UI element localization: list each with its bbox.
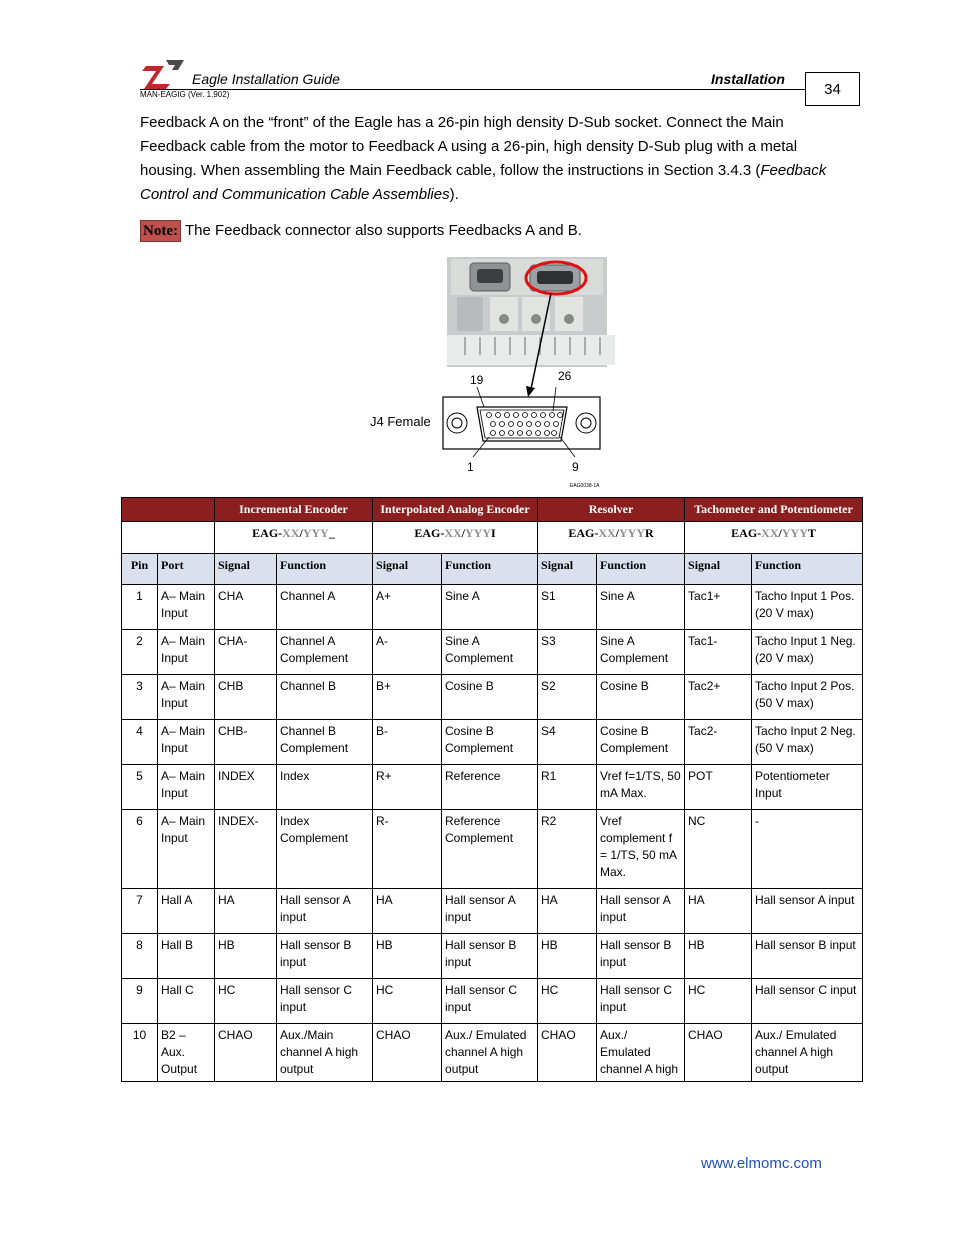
note	[140, 219, 582, 243]
table-cell: Cosine B	[597, 675, 685, 720]
header-rule	[140, 89, 805, 90]
table-cell: Hall sensor B input	[597, 934, 685, 979]
table-cell: 5	[122, 765, 158, 810]
table-cell: CHB	[215, 675, 277, 720]
table-cell: A+	[373, 585, 442, 630]
table-cell: CHAO	[373, 1024, 442, 1082]
table-row	[122, 979, 863, 1024]
table-cell: Cosine B Complement	[597, 720, 685, 765]
table-cell: Hall sensor A input	[442, 889, 538, 934]
pin-label-9: 9	[572, 460, 579, 474]
table-cell: Vref complement f = 1/TS, 50 mA Max.	[597, 810, 685, 889]
intro-paragraph	[140, 111, 840, 207]
table-cell: Aux./ Emulated channel A high output	[442, 1024, 538, 1082]
table-cell: Hall sensor B input	[442, 934, 538, 979]
model-empty	[122, 522, 215, 554]
table-cell: 6	[122, 810, 158, 889]
table-row	[122, 810, 863, 889]
column-header: Function	[442, 554, 538, 585]
table-cell: Hall B	[158, 934, 215, 979]
table-cell: Tacho Input 1 Pos. (20 V max)	[752, 585, 863, 630]
table-cell: CHAO	[685, 1024, 752, 1082]
connector-label: J4 Female	[370, 414, 431, 429]
table-cell: NC	[685, 810, 752, 889]
table-cell: R1	[538, 765, 597, 810]
table-cell: R+	[373, 765, 442, 810]
table-cell: CHAO	[538, 1024, 597, 1082]
footer-link[interactable]: www.elmomc.com	[701, 1155, 822, 1172]
model-code: EAG-XX/YYY_	[215, 522, 373, 554]
table-cell: CHA	[215, 585, 277, 630]
table-cell: S4	[538, 720, 597, 765]
table-row	[122, 934, 863, 979]
table-row	[122, 889, 863, 934]
table-cell: HB	[215, 934, 277, 979]
pin-label-26: 26	[558, 369, 572, 383]
table-cell: POT	[685, 765, 752, 810]
model-code: EAG-XX/YYYI	[373, 522, 538, 554]
table-row	[122, 630, 863, 675]
table-cell: HA	[373, 889, 442, 934]
table-cell: 9	[122, 979, 158, 1024]
table-cell: -	[752, 810, 863, 889]
group-header: Tachometer and Potentiometer	[685, 498, 863, 522]
column-header: Signal	[538, 554, 597, 585]
table-cell: Tacho Input 2 Neg. (50 V max)	[752, 720, 863, 765]
table-cell: Cosine B Complement	[442, 720, 538, 765]
dsub-connector-drawing	[443, 387, 600, 457]
table-cell: Aux./ Emulated channel A high output	[752, 1024, 863, 1082]
table-cell: Sine A	[597, 585, 685, 630]
table-cell: Tac1-	[685, 630, 752, 675]
table-row	[122, 765, 863, 810]
column-header: Pin	[122, 554, 158, 585]
table-cell: Sine A Complement	[597, 630, 685, 675]
section-reference: Feedback Control and Communication Cable Assemblies	[140, 162, 827, 203]
table-cell: 1	[122, 585, 158, 630]
table-cell: Reference Complement	[442, 810, 538, 889]
note-label: Note:	[140, 220, 181, 242]
group-header: Interpolated Analog Encoder	[373, 498, 538, 522]
table-cell: S1	[538, 585, 597, 630]
table-cell: B-	[373, 720, 442, 765]
table-cell: Index Complement	[277, 810, 373, 889]
table-cell: HA	[215, 889, 277, 934]
table-cell: Hall sensor C input	[442, 979, 538, 1024]
table-cell: Tac1+	[685, 585, 752, 630]
connector-figure	[365, 255, 625, 495]
model-row	[122, 522, 863, 554]
group-header: Resolver	[538, 498, 685, 522]
table-cell: Hall sensor C input	[597, 979, 685, 1024]
table-cell: Potentiometer Input	[752, 765, 863, 810]
para-end: ).	[449, 186, 459, 203]
column-header-row	[122, 554, 863, 585]
column-header: Function	[277, 554, 373, 585]
table-cell: 2	[122, 630, 158, 675]
table-cell: Hall sensor B input	[277, 934, 373, 979]
table-row	[122, 675, 863, 720]
table-cell: Tacho Input 2 Pos. (50 V max)	[752, 675, 863, 720]
table-cell: Vref f=1/TS, 50 mA Max.	[597, 765, 685, 810]
doc-title: Eagle Installation Guide	[192, 71, 340, 87]
table-cell: Sine A	[442, 585, 538, 630]
table-cell: A– Main Input	[158, 765, 215, 810]
elmo-logo-icon	[142, 56, 186, 90]
table-cell: Tac2+	[685, 675, 752, 720]
table-cell: Hall sensor A input	[597, 889, 685, 934]
table-cell: R-	[373, 810, 442, 889]
table-cell: B+	[373, 675, 442, 720]
table-cell: Tac2-	[685, 720, 752, 765]
table-cell: Channel A Complement	[277, 630, 373, 675]
table-row	[122, 585, 863, 630]
group-header: Incremental Encoder	[215, 498, 373, 522]
table-cell: Hall sensor B input	[752, 934, 863, 979]
table-cell: Hall sensor A input	[277, 889, 373, 934]
table-cell: Hall C	[158, 979, 215, 1024]
table-cell: Hall A	[158, 889, 215, 934]
table-cell: HC	[373, 979, 442, 1024]
pin-rows	[122, 585, 863, 1082]
table-cell: A-	[373, 630, 442, 675]
table-cell: Channel B Complement	[277, 720, 373, 765]
section-title: Installation	[711, 71, 785, 87]
table-cell: R2	[538, 810, 597, 889]
page-number: 34	[805, 72, 860, 106]
table-cell: CHAO	[215, 1024, 277, 1082]
table-cell: Sine A Complement	[442, 630, 538, 675]
model-code: EAG-XX/YYYT	[685, 522, 863, 554]
table-cell: A– Main Input	[158, 720, 215, 765]
table-cell: HB	[685, 934, 752, 979]
table-cell: S2	[538, 675, 597, 720]
table-cell: Aux./ Emulated channel A high	[597, 1024, 685, 1082]
table-cell: INDEX-	[215, 810, 277, 889]
table-cell: HC	[215, 979, 277, 1024]
table-cell: HC	[685, 979, 752, 1024]
table-cell: Aux./Main channel A high output	[277, 1024, 373, 1082]
table-cell: CHB-	[215, 720, 277, 765]
para-start: Feedback A on the “front” of the Eagle has a 26-pin high density D-Sub socket. Connect the Main Feedback cable from the motor to Feedback A using a 26-pin, high density D-Sub plug with a metal housing. When assembling the Main Feedback cable, follow the instructions in Section 3.4.3 (	[140, 114, 798, 179]
table-cell: 7	[122, 889, 158, 934]
arrow-head	[526, 386, 535, 397]
table-cell: S3	[538, 630, 597, 675]
figure-code: EAG0038-1A	[570, 483, 600, 489]
table-cell: B2 – Aux. Output	[158, 1024, 215, 1082]
feedback-pin-table	[121, 497, 863, 1082]
table-cell: HB	[538, 934, 597, 979]
column-header: Function	[597, 554, 685, 585]
table-cell: Hall sensor A input	[752, 889, 863, 934]
device-photo	[447, 257, 615, 367]
table-cell: INDEX	[215, 765, 277, 810]
table-cell: Index	[277, 765, 373, 810]
table-cell: 8	[122, 934, 158, 979]
table-cell: HA	[538, 889, 597, 934]
doc-version: MAN-EAGIG (Ver. 1.902)	[140, 90, 230, 99]
table-cell: 10	[122, 1024, 158, 1082]
band-empty	[122, 498, 215, 522]
column-header: Signal	[373, 554, 442, 585]
pin-label-1: 1	[467, 460, 474, 474]
table-cell: HA	[685, 889, 752, 934]
feedback-type-header-row	[122, 498, 863, 522]
table-cell: 3	[122, 675, 158, 720]
table-row	[122, 1024, 863, 1082]
table-cell: Channel B	[277, 675, 373, 720]
column-header: Signal	[215, 554, 277, 585]
table-cell: A– Main Input	[158, 810, 215, 889]
table-cell: A– Main Input	[158, 675, 215, 720]
column-header: Function	[752, 554, 863, 585]
pin-label-19: 19	[470, 373, 484, 387]
table-cell: Hall sensor C input	[277, 979, 373, 1024]
table-cell: HC	[538, 979, 597, 1024]
table-cell: HB	[373, 934, 442, 979]
table-cell: 4	[122, 720, 158, 765]
table-cell: Hall sensor C input	[752, 979, 863, 1024]
table-cell: Reference	[442, 765, 538, 810]
table-cell: Tacho Input 1 Neg. (20 V max)	[752, 630, 863, 675]
column-header: Signal	[685, 554, 752, 585]
table-row	[122, 720, 863, 765]
table-cell: Cosine B	[442, 675, 538, 720]
table-cell: Channel A	[277, 585, 373, 630]
table-cell: CHA-	[215, 630, 277, 675]
column-header: Port	[158, 554, 215, 585]
table-cell: A– Main Input	[158, 630, 215, 675]
table-cell: A– Main Input	[158, 585, 215, 630]
model-code: EAG-XX/YYYR	[538, 522, 685, 554]
note-text: The Feedback connector also supports Feedbacks A and B.	[184, 222, 582, 239]
